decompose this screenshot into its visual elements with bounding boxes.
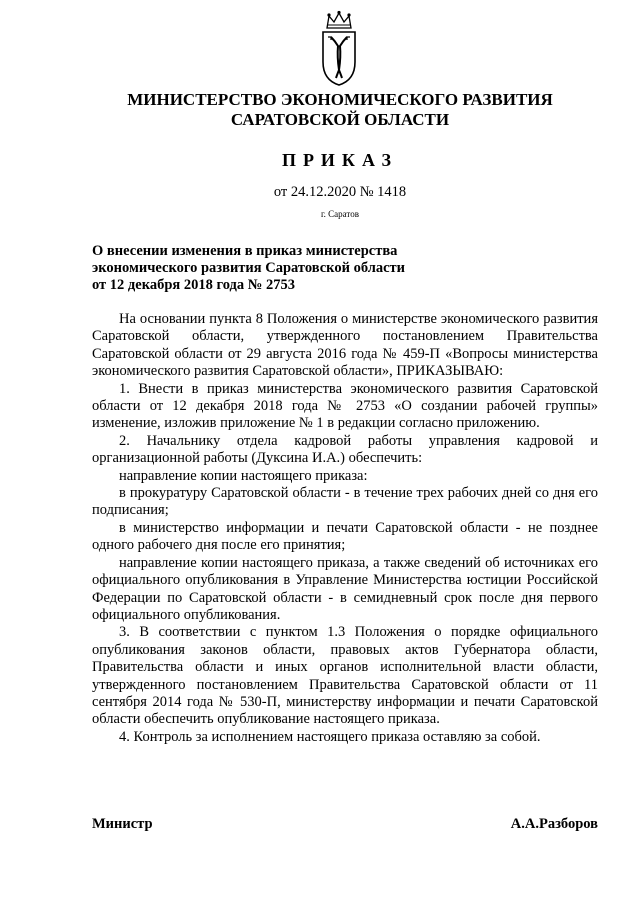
document-type: ПРИКАЗ xyxy=(281,150,399,170)
body-paragraph: в министерство информации и печати Саратовской области - не позднее одного рабочего дня после его принятия; xyxy=(92,519,598,554)
body-paragraph: 2. Начальнику отдела кадровой работы управления кадровой и организационной работы (Дуксина И.А.) обеспечить: xyxy=(92,432,598,467)
ministry-name-line2: САРАТОВСКОЙ ОБЛАСТИ xyxy=(230,110,450,129)
body-paragraph: 4. Контроль за исполнением настоящего приказа оставляю за собой. xyxy=(119,728,541,745)
subject-line1: О внесении изменения в приказ министерства xyxy=(92,243,398,259)
coat-of-arms-icon xyxy=(316,10,362,86)
body-paragraph: направление копии настоящего приказа: xyxy=(119,467,368,484)
ministry-name xyxy=(90,90,590,130)
body-paragraph: 3. В соответствии с пунктом 1.3 Положения о порядке официального опубликования законов области, правовых актов Губернатора области, Правительства области и иных органов исполнительной власти области, утвержденного постановлением Правительства Саратовской области от 11 сентября 2014 года № 530-П, министерству информации и печати Саратовской области обеспечить опубликование настоящего приказа. xyxy=(92,624,598,728)
body-paragraph: На основании пункта 8 Положения о министерстве экономического развития Саратовской области, утвержденного постановлением Правительства Саратовской области от 29 августа 2016 года № 459-П «Вопросы министерства экономического развития Саратовской области», ПРИКАЗЫВАЮ: xyxy=(92,311,598,380)
subject-line2: экономического развития Саратовской области xyxy=(92,260,406,276)
document-subject xyxy=(92,243,472,294)
body-paragraph: направление копии настоящего приказа, а также сведений об источниках его официального опубликования в Управление Министерства юстиции Российской Федерации по Саратовской области - в семидневный срок после дня первого официального опубликования. xyxy=(92,554,598,623)
signatory-name: А.А.Разборов xyxy=(510,816,598,832)
body-paragraph: в прокуратуру Саратовской области - в течение трех рабочих дней со дня его подписания; xyxy=(92,485,598,519)
subject-line3: от 12 декабря 2018 года № 2753 xyxy=(92,277,295,293)
document-date-number: от 24.12.2020 № 1418 xyxy=(273,184,407,200)
body-paragraph: 1. Внести в приказ министерства экономического развития Саратовской области от 12 декабря 2018 года № 2753 «О создании рабочей группы» изменение, изложив приложение № 1 в редакции согласно приложению. xyxy=(92,380,598,432)
signatory-position: Министр xyxy=(92,816,153,832)
document-city: г. Саратов xyxy=(321,209,359,219)
ministry-name-line1: МИНИСТЕРСТВО ЭКОНОМИЧЕСКОГО РАЗВИТИЯ xyxy=(127,90,553,109)
document-body xyxy=(92,311,598,746)
